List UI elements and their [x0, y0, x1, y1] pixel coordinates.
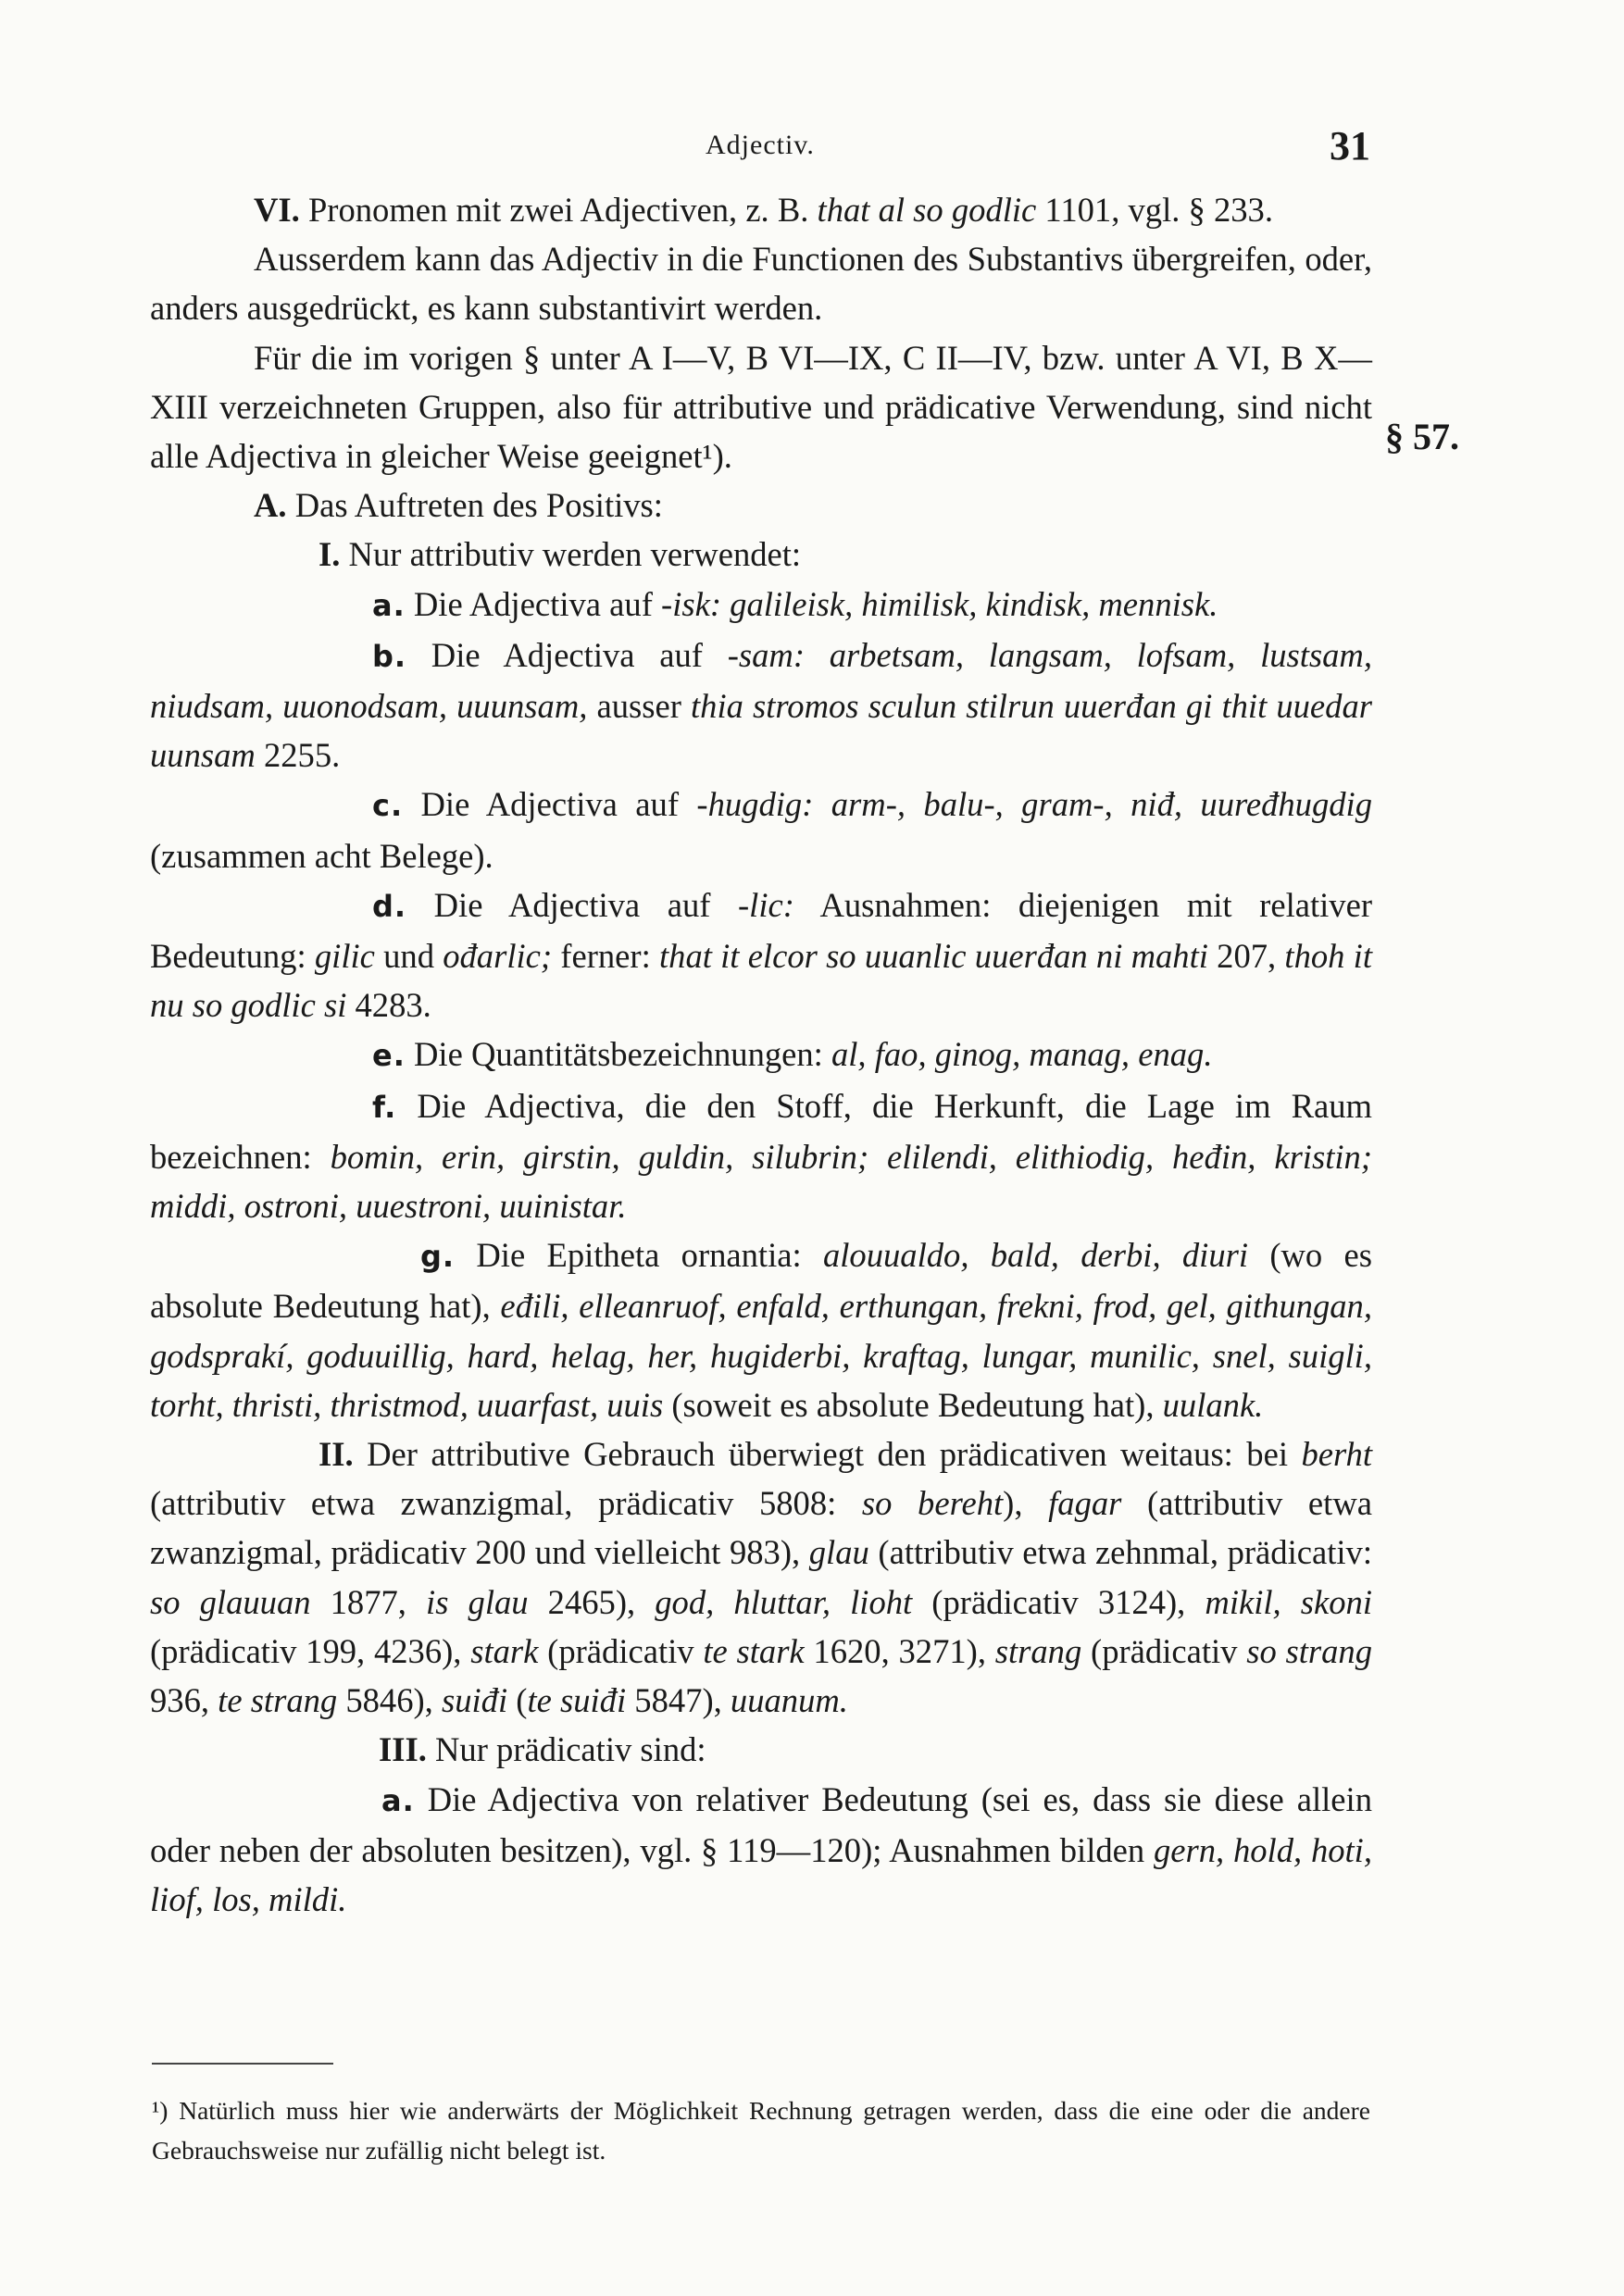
- italic-term: that it elcor so uuanlic uuerđan ni mahti: [659, 937, 1208, 976]
- text-run: (attributiv etwa zwanzigmal, prädicativ 5808:: [150, 1484, 862, 1523]
- text-run: Für die im vorigen § unter A I—V, B VI—IX, C II—IV, bzw. unter A VI, B X—XIII verzeichneten Gruppen, also für attributive und prädicative Verwendung, sind nicht alle Adjectiva in gleicher Weise geeignet¹).: [150, 338, 1372, 476]
- margin-section-note: § 57.: [1385, 416, 1459, 457]
- section-numeral: III.: [379, 1730, 427, 1769]
- text-run: (: [507, 1681, 528, 1720]
- italic-term: fagar: [1048, 1484, 1122, 1523]
- text-run: (prädicativ 3124),: [912, 1582, 1206, 1621]
- text-run: 1620, 3271),: [804, 1631, 995, 1670]
- italic-term: thoh it nu so godlic si: [150, 937, 1372, 1025]
- text-run: (soweit es absolute Bedeutung hat),: [663, 1385, 1163, 1424]
- text-run: Die Adjectiva auf: [405, 584, 662, 623]
- italic-term: -lic:: [737, 885, 794, 924]
- text-run: 1877,: [310, 1582, 427, 1621]
- italic-term: strang: [994, 1631, 1082, 1670]
- text-run: 1101, vgl. § 233.: [1036, 191, 1273, 229]
- italic-term: glau: [808, 1533, 869, 1572]
- italic-term: berht: [1301, 1435, 1372, 1474]
- text-run: 2255.: [255, 736, 341, 775]
- paragraph-p2: [150, 234, 1372, 332]
- italic-term: gilic: [314, 937, 375, 976]
- paragraph-p11: [150, 1081, 1372, 1231]
- footnote-rule: [152, 2063, 333, 2065]
- paragraph-p8: [150, 780, 1372, 880]
- text-run: 4283.: [346, 986, 431, 1025]
- text-run: 5847),: [626, 1681, 731, 1720]
- italic-term: gern, hold, hoti, liof, los, mildi.: [150, 1830, 1372, 1918]
- italic-term: so strang: [1246, 1631, 1372, 1670]
- item-label: g.: [420, 1239, 456, 1275]
- text-run: ),: [1003, 1484, 1049, 1523]
- item-label: c.: [372, 788, 404, 824]
- text-run: Die Adjectiva auf: [406, 635, 728, 674]
- italic-term: is glau: [426, 1582, 529, 1621]
- text-run: Die Quantitätsbezeichnungen:: [405, 1035, 831, 1074]
- paragraph-p7: [150, 630, 1372, 780]
- text-run: und: [374, 937, 443, 976]
- italic-term: god, hluttar, lioht: [655, 1582, 913, 1621]
- italic-term: stark: [470, 1631, 539, 1670]
- italic-term: ođarlic;: [443, 937, 553, 976]
- text-run: (attributiv etwa zehnmal, prädicativ:: [868, 1533, 1372, 1572]
- italic-term: te suiđi: [527, 1681, 627, 1720]
- running-title: Adjectiv.: [706, 130, 815, 160]
- text-run: Die Adjectiva auf: [403, 785, 697, 824]
- italic-term: uulank.: [1162, 1385, 1264, 1424]
- italic-term: suiđi: [441, 1681, 508, 1720]
- footnote: [152, 2090, 1370, 2170]
- text-run: (zusammen acht Belege).: [150, 836, 493, 875]
- italic-term: thia stromos sculun stilrun uuerđan gi thit uuedar uunsam: [150, 687, 1372, 775]
- item-label: a.: [381, 1782, 415, 1818]
- text-run: 207,: [1207, 937, 1285, 976]
- italic-term: alouualdo, bald, derbi, diuri: [822, 1236, 1249, 1275]
- text-run: Pronomen mit zwei Adjectiven, z. B.: [299, 191, 818, 229]
- page-number: 31: [1330, 123, 1370, 168]
- footnote-text: ¹) Natürlich muss hier wie anderwärts der Möglichkeit Rechnung getragen werden, dass die eine oder die andere Gebrauchsweise nur zufällig nicht belegt ist.: [152, 2096, 1370, 2165]
- text-run: (wo es absolute Bedeutung hat),: [150, 1236, 1372, 1326]
- paragraph-p6: [150, 580, 1372, 630]
- body-text: [150, 185, 1372, 1924]
- text-run: (prädicativ: [538, 1631, 704, 1670]
- italic-term: mikil, skoni: [1205, 1582, 1372, 1621]
- paragraph-p14: [150, 1725, 1372, 1774]
- text-run: Nur attributiv werden verwendet:: [340, 535, 802, 574]
- paragraph-p10: [150, 1029, 1372, 1080]
- text-run: 2465),: [528, 1582, 656, 1621]
- text-run: Die Adjectiva auf: [406, 885, 738, 924]
- italic-term: te strang: [218, 1681, 338, 1720]
- italic-term: uuanum.: [730, 1681, 848, 1720]
- text-run: Nur prädicativ sind:: [426, 1730, 706, 1769]
- text-run: (prädicativ: [1081, 1631, 1247, 1670]
- paragraph-p3: [150, 333, 1372, 481]
- paragraph-p1: [150, 185, 1372, 234]
- italic-term: -isk: galileisk, himilisk, kindisk, mennisk.: [661, 584, 1218, 623]
- paragraph-p9: [150, 880, 1372, 1030]
- paragraph-p5: [150, 530, 1372, 579]
- text-run: 936,: [150, 1681, 219, 1720]
- italic-term: so bereht: [861, 1484, 1004, 1523]
- text-run: Die Epitheta ornantia:: [455, 1236, 823, 1275]
- italic-term: te stark: [703, 1631, 805, 1670]
- item-label: d.: [372, 888, 407, 924]
- italic-term: -hugdig: arm-, balu-, gram-, niđ, uuređhugdig: [696, 785, 1373, 824]
- italic-term: -sam: arbetsam, langsam, lofsam, lustsam, niudsam, uuonodsam, uuunsam,: [150, 635, 1372, 726]
- section-numeral: I.: [319, 535, 341, 574]
- text-run: Die Adjectiva, die den Stoff, die Herkunft, die Lage im Raum bezeichnen:: [150, 1086, 1372, 1176]
- text-run: ausser: [587, 687, 692, 726]
- running-head: [0, 123, 1624, 168]
- item-label: f.: [372, 1089, 397, 1125]
- text-run: ferner:: [552, 937, 659, 976]
- item-label: b.: [372, 638, 407, 674]
- section-numeral: VI.: [254, 191, 300, 229]
- italic-term: eđili, elleanruof, enfald, erthungan, frekni, frod, gel, githungan, godsprakí, goduuillig, hard, helag, her, hugiderbi, kraftag, lungar, munilic, snel, suigli, torht, thristi, thristmod, uuarfast, uuis: [150, 1287, 1372, 1424]
- section-numeral: A.: [254, 486, 287, 525]
- item-label: a.: [372, 587, 406, 623]
- paragraph-p4: [150, 480, 1372, 530]
- text-run: Ausnahmen: diejenigen mit relativer Bedeutung:: [150, 885, 1372, 976]
- section-numeral: II.: [319, 1435, 354, 1474]
- item-label: e.: [372, 1038, 406, 1074]
- paragraph-p13: [150, 1429, 1372, 1725]
- italic-term: bomin, erin, girstin, guldin, silubrin; elilendi, elithiodig, heđin, kristin; middi, ostroni, uuestroni, uuinistar.: [150, 1137, 1372, 1226]
- italic-term: that al so godlic: [817, 191, 1037, 229]
- text-run: Ausserdem kann das Adjectiv in die Functionen des Substantivs übergreifen, oder, anders ausgedrückt, es kann substantivirt werden.: [150, 240, 1372, 328]
- text-run: Der attributive Gebrauch überwiegt den prädicativen weitaus: bei: [353, 1435, 1302, 1474]
- text-run: 5846),: [337, 1681, 442, 1720]
- text-run: (attributiv etwa zwanzigmal, prädicativ 200 und vielleicht 983),: [150, 1484, 1372, 1572]
- paragraph-p15: [150, 1775, 1372, 1925]
- text-run: Die Adjectiva von relativer Bedeutung (sei es, dass sie diese allein oder neben der absoluten besitzen), vgl. § 119—120); Ausnahmen bilden: [150, 1779, 1372, 1869]
- text-run: (prädicativ 199, 4236),: [150, 1631, 471, 1670]
- paragraph-p12: [150, 1230, 1372, 1429]
- text-run: Das Auftreten des Positivs:: [286, 486, 663, 525]
- italic-term: so glauuan: [150, 1582, 311, 1621]
- italic-term: al, fao, ginog, manag, enag.: [831, 1035, 1213, 1074]
